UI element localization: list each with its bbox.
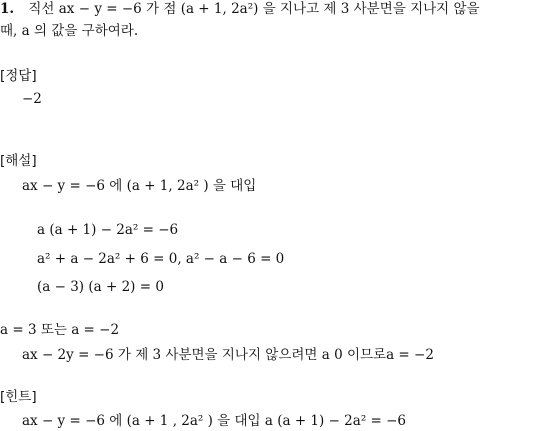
solution-conclusion: ax − 2y = −6 가 제 3 사분면을 지나지 않으려면 a 0 이므로a = −2 [22,347,434,363]
problem-number: 1. [0,1,15,17]
solution-eq-3: (a − 3) (a + 2) = 0 [37,279,164,295]
problem-line-1 [0,0,480,18]
answer-value: −2 [22,91,42,107]
solution-header: [해설] [0,153,37,169]
solution-intro: ax − y = −6 에 (a + 1, 2a² ) 을 대입 [22,178,257,194]
hint-text: ax − y = −6 에 (a + 1 , 2a² ) 을 대입 a (a + 1) − 2a² = −6 [22,413,407,429]
hint-header: [힌트] [0,389,37,405]
problem-text-1: 직선 ax − y = −6 가 점 (a + 1, 2a²) 을 지나고 제 3 사분면을 지나지 않을 [28,1,480,17]
solution-eq-1: a (a + 1) − 2a² = −6 [37,222,179,238]
answer-header: [정답] [0,68,37,84]
solution-result: a = 3 또는 a = −2 [0,322,120,338]
problem-text-2: 때, a 의 값을 구하여라. [0,23,139,39]
solution-eq-2: a² + a − 2a² + 6 = 0, a² − a − 6 = 0 [37,251,285,267]
